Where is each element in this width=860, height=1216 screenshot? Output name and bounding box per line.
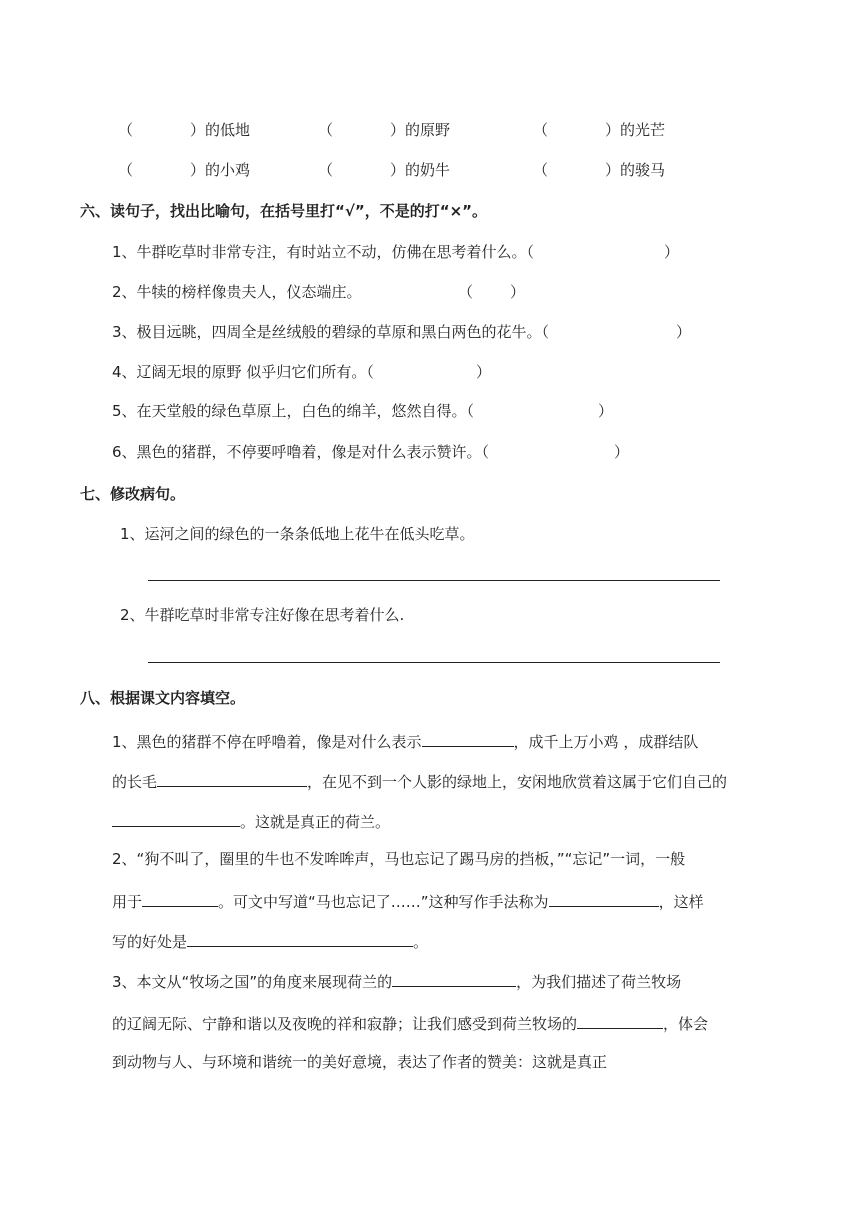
section6-item-6: 6、黑色的猪群，不停要呼噜着，像是对什么表示赞许。（ xyxy=(112,443,490,461)
close-paren: ） xyxy=(614,443,630,461)
section8-heading: 八、根据课文内容填空。 xyxy=(80,689,246,707)
fill-blank xyxy=(142,889,218,907)
phrase: ）的骏马 xyxy=(605,161,666,179)
answer-line-2 xyxy=(148,662,720,663)
section8-q3-line3: 到动物与人、与环境和谐统一的美好意境，表达了作者的赞美：这就是真正 xyxy=(112,1053,608,1071)
open-paren: （ xyxy=(533,121,549,139)
text-segment: 写的好处是 xyxy=(112,933,188,951)
section7-heading: 七、修改病句。 xyxy=(80,485,186,503)
close-paren: ） xyxy=(476,363,492,381)
section8-q2-line2 xyxy=(112,889,704,912)
fill-blank xyxy=(187,929,413,947)
fill-blank xyxy=(157,769,307,787)
section8-q2-line3 xyxy=(112,929,428,952)
text-segment: 的辽阔无际、宁静和谐以及夜晚的祥和寂静；让我们感受到荷兰牧场的 xyxy=(112,1015,578,1033)
section7-item-1: 1、运河之间的绿色的一条条低地上花牛在低头吃草。 xyxy=(120,525,475,543)
close-paren: ） xyxy=(510,283,526,301)
phrase: ）的原野 xyxy=(390,121,451,139)
answer-line-1 xyxy=(148,580,720,581)
phrase: ）的光芒 xyxy=(605,121,666,139)
section8-q1-line2 xyxy=(112,769,727,792)
section8-q3-line1 xyxy=(112,969,681,992)
section6-item-4: 4、辽阔无垠的原野 似乎归它们所有。（ xyxy=(112,363,374,381)
open-paren: （ xyxy=(118,161,134,179)
phrase: ）的小鸡 xyxy=(190,161,251,179)
fill-blank xyxy=(577,1011,663,1029)
text-segment: ，体会 xyxy=(663,1015,709,1033)
section6-item-5: 5、在天堂般的绿色草原上，白色的绵羊，悠然自得。（ xyxy=(112,402,475,420)
text-segment: ，为我们描述了荷兰牧场 xyxy=(516,973,682,991)
text-segment: ，这样 xyxy=(658,893,704,911)
close-paren: ） xyxy=(664,243,680,261)
open-paren: （ xyxy=(318,121,334,139)
section6-item-1: 1、牛群吃草时非常专注，有时站立不动，仿佛在思考着什么。（ xyxy=(112,243,535,261)
text-segment: 。这就是真正的荷兰。 xyxy=(240,813,391,831)
text-segment: 1、黑色的猪群不停在呼噜着，像是对什么表示 xyxy=(112,733,422,751)
phrase: ）的奶牛 xyxy=(390,161,451,179)
text-segment: ，在见不到一个人影的绿地上，安闲地欣赏着这属于它们自己的 xyxy=(307,773,728,791)
section7-item-2: 2、牛群吃草时非常专注好像在思考着什么. xyxy=(120,606,405,624)
fill-blank xyxy=(112,809,240,827)
text-segment: 的长毛 xyxy=(112,773,158,791)
open-paren: （ xyxy=(118,121,134,139)
section6-item-2: 2、牛犊的榜样像贵夫人，仪态端庄。 xyxy=(112,283,362,301)
open-paren: （ xyxy=(458,283,474,301)
close-paren: ） xyxy=(598,402,614,420)
section8-q3-line2 xyxy=(112,1011,708,1034)
section8-q2-line1: 2、“狗不叫了，圈里的牛也不发哞哞声，马也忘记了踢马房的挡板，”“忘记”一词，一般 xyxy=(112,850,686,868)
text-segment: 。可文中写道“马也忘记了……”这种写作手法称为 xyxy=(218,893,549,911)
text-segment: ，成千上万小鸡 ，成群结队 xyxy=(513,733,699,751)
phrase: ）的低地 xyxy=(190,121,251,139)
section6-item-3: 3、极目远眺，四周全是丝绒般的碧绿的草原和黑白两色的花牛。（ xyxy=(112,323,550,341)
fill-blank xyxy=(422,729,514,747)
open-paren: （ xyxy=(533,161,549,179)
fill-blank xyxy=(392,969,516,987)
fill-blank xyxy=(549,889,659,907)
close-paren: ） xyxy=(676,323,692,341)
text-segment: 。 xyxy=(413,933,429,951)
text-segment: 3、本文从“牧场之国”的角度来展现荷兰的 xyxy=(112,973,393,991)
text-segment: 用于 xyxy=(112,893,143,911)
section8-q1-line1 xyxy=(112,729,698,752)
section8-q1-line3 xyxy=(112,809,390,832)
open-paren: （ xyxy=(318,161,334,179)
section6-heading: 六、读句子，找出比喻句，在括号里打“√”，不是的打“×”。 xyxy=(80,202,488,220)
